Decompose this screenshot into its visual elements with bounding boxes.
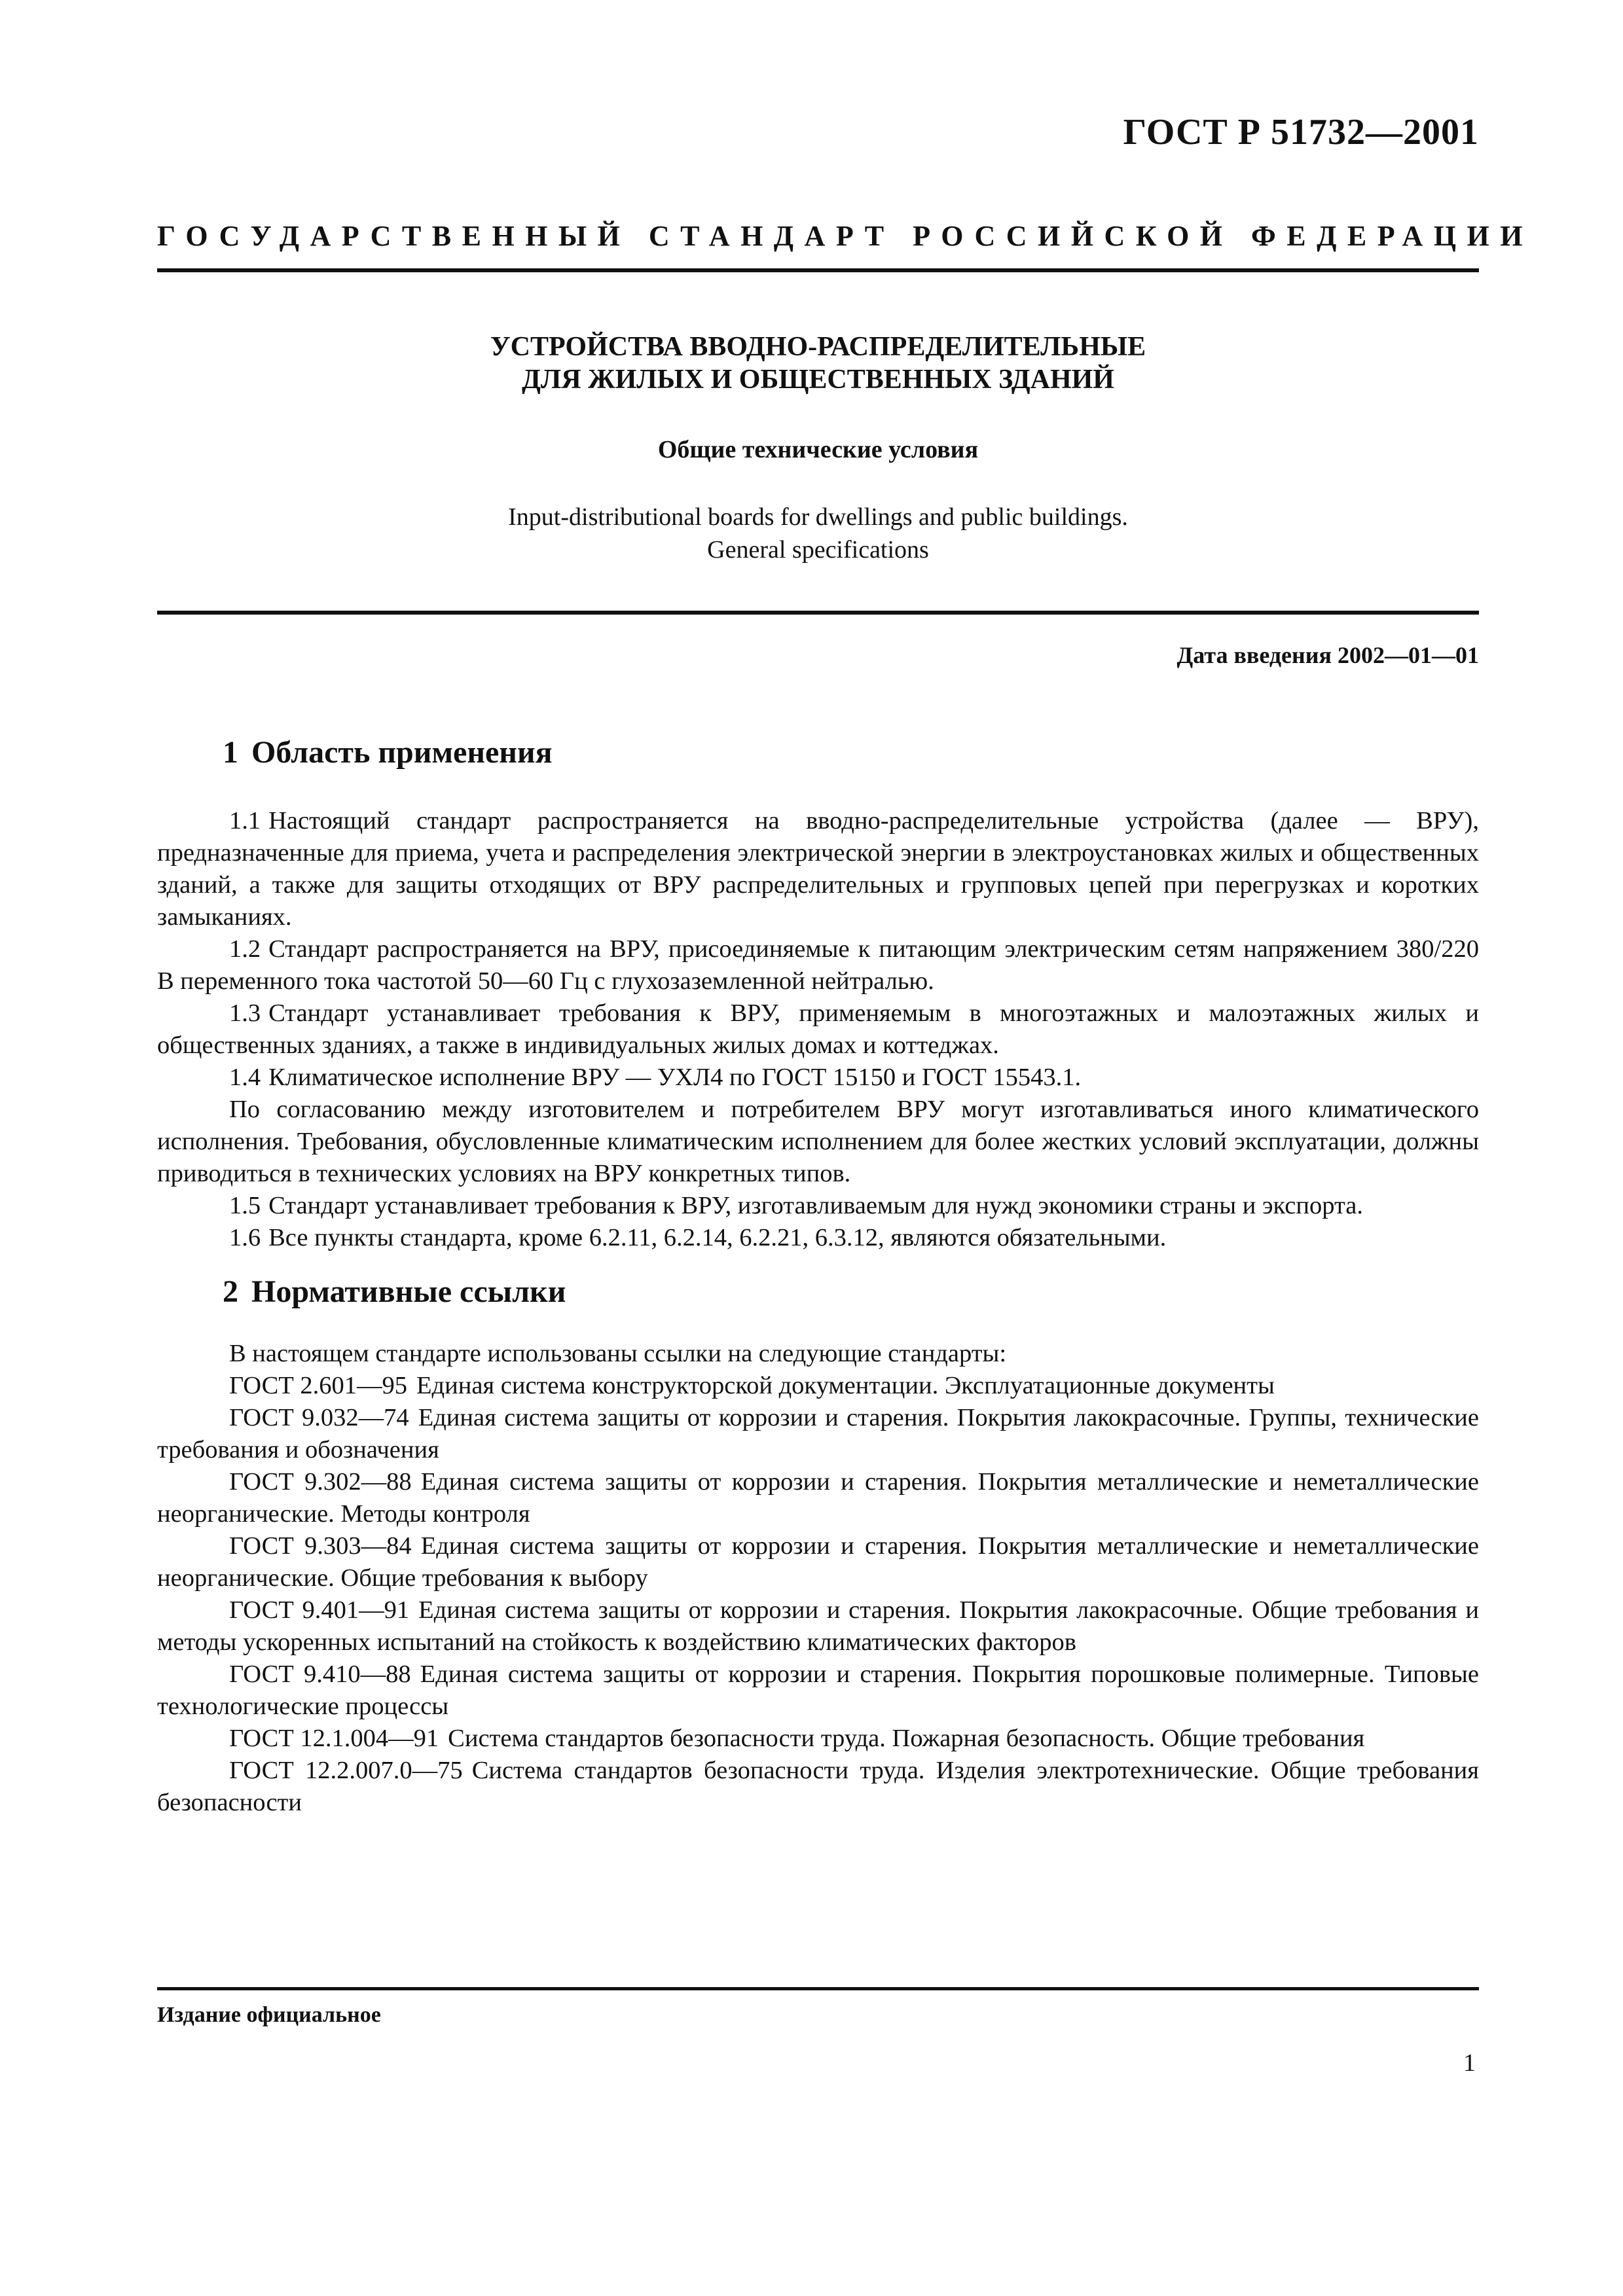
- clause-number: 1.5: [229, 1192, 261, 1219]
- section-title: Нормативные ссылки: [251, 1274, 566, 1309]
- title-divider: [157, 611, 1479, 615]
- reference-item: [157, 1530, 1479, 1594]
- page-number: 1: [1463, 2049, 1476, 2077]
- clause-text: Настоящий стандарт распространяется на вводно-распределительные устройства (далее — ВРУ), предназначенные для приема, учета и распределения электрической энергии в электроустановках жилых и общественных зданий, а также для защиты отходящих от ВРУ распределительных и групповых цепей при перегрузках и коротких замыканиях.: [157, 807, 1479, 931]
- reference-code: ГОСТ 9.302—88: [229, 1468, 412, 1496]
- reference-code: ГОСТ 12.1.004—91: [229, 1725, 439, 1752]
- reference-item: [157, 1723, 1479, 1755]
- reference-text: Система стандартов безопасности труда. Пожарная безопасность. Общие требования: [448, 1725, 1365, 1752]
- standard-title: [157, 331, 1479, 396]
- clause-1-3: [157, 997, 1479, 1062]
- clause-1-1: [157, 805, 1479, 933]
- reference-item: [157, 1659, 1479, 1723]
- clause-number: 1.4: [229, 1064, 261, 1091]
- reference-code: ГОСТ 9.032—74: [229, 1404, 409, 1431]
- clause-1-5: [157, 1190, 1479, 1222]
- official-edition-label: Издание официальное: [157, 2003, 381, 2027]
- reference-code: ГОСТ 9.303—84: [229, 1532, 412, 1560]
- document-number: ГОСТ Р 51732—2001: [1123, 112, 1479, 152]
- section-number: 1: [223, 735, 238, 770]
- reference-item: [157, 1466, 1479, 1530]
- reference-item: [157, 1370, 1479, 1402]
- clause-text: Стандарт устанавливает требования к ВРУ, изготавливаемым для нужд экономики страны и экспорта.: [268, 1192, 1363, 1219]
- reference-item: [157, 1402, 1479, 1466]
- document-body: [157, 733, 1479, 1819]
- reference-code: ГОСТ 2.601—95: [229, 1372, 408, 1399]
- clause-text: Стандарт устанавливает требования к ВРУ, применяемым в многоэтажных и малоэтажных жилых и общественных зданиях, а также в индивидуальных жилых домах и коттеджах.: [157, 999, 1479, 1059]
- reference-text: Единая система защиты от коррозии и старения. Покрытия металлические и неметаллические неорганические. Методы контроля: [157, 1468, 1479, 1528]
- clause-number: 1.2: [229, 935, 261, 963]
- reference-item: [157, 1594, 1479, 1659]
- clause-text: Все пункты стандарта, кроме 6.2.11, 6.2.14, 6.2.21, 6.3.12, являются обязательными.: [268, 1224, 1167, 1251]
- reference-text: Единая система защиты от коррозии и старения. Покрытия порошковые полимерные. Типовые технологические процессы: [157, 1660, 1479, 1720]
- english-title-line-1: Input-distributional boards for dwellings and public buildings.: [508, 503, 1128, 531]
- reference-text: Единая система защиты от коррозии и старения. Покрытия лакокрасочные. Группы, технические требования и обозначения: [157, 1404, 1479, 1463]
- clause-1-6: [157, 1222, 1479, 1254]
- section-title: Область применения: [251, 735, 553, 770]
- clause-1-4: [157, 1062, 1479, 1094]
- top-divider: [157, 268, 1479, 272]
- standard-title-line-1: УСТРОЙСТВА ВВОДНО-РАСПРЕДЕЛИТЕЛЬНЫЕ: [490, 332, 1146, 362]
- references-intro: В настоящем стандарте использованы ссылки на следующие стандарты:: [229, 1340, 1007, 1367]
- reference-text: Единая система защиты от коррозии и старения. Покрытия лакокрасочные. Общие требования и методы ускоренных испытаний на стойкость к воздействию климатических факторов: [157, 1596, 1479, 1656]
- reference-text: Система стандартов безопасности труда. Изделия электротехнические. Общие требования безопасности: [157, 1757, 1479, 1816]
- english-title: [157, 501, 1479, 566]
- state-standard-title: ГОСУДАРСТВЕННЫЙ СТАНДАРТ РОССИЙСКОЙ ФЕДЕРАЦИИ: [157, 220, 1533, 252]
- clause-text: По согласованию между изготовителем и потребителем ВРУ могут изготавливаться иного климатического исполнения. Требования, обусловленные климатическим исполнением для более жестких условий эксплуатации, должны приводиться в технических условиях на ВРУ конкретных типов.: [157, 1096, 1479, 1187]
- reference-code: ГОСТ 9.410—88: [229, 1660, 411, 1688]
- section-heading-scope: [157, 733, 1479, 772]
- introduction-date: Дата введения 2002—01—01: [1176, 642, 1479, 668]
- reference-item: [157, 1755, 1479, 1819]
- section-heading-references: [157, 1272, 1479, 1312]
- clause-1-4-note: [157, 1094, 1479, 1190]
- reference-text: Единая система конструкторской документации. Эксплуатационные документы: [416, 1372, 1275, 1399]
- standard-title-line-2: ДЛЯ ЖИЛЫХ И ОБЩЕСТВЕННЫХ ЗДАНИЙ: [522, 365, 1114, 395]
- standard-subtitle: Общие технические условия: [657, 436, 979, 463]
- clause-1-2: [157, 933, 1479, 997]
- clause-number: 1.3: [229, 999, 261, 1027]
- clause-number: 1.1: [229, 807, 261, 834]
- footer-divider: [157, 1987, 1479, 1990]
- clause-text: Стандарт распространяется на ВРУ, присоединяемые к питающим электрическим сетям напряжением 380/220 В переменного тока частотой 50—60 Гц с глухозаземленной нейтралью.: [157, 935, 1479, 995]
- reference-code: ГОСТ 9.401—91: [229, 1596, 410, 1624]
- reference-code: ГОСТ 12.2.007.0—75: [229, 1757, 463, 1784]
- clause-number: 1.6: [229, 1224, 261, 1251]
- clause-text: Климатическое исполнение ВРУ — УХЛ4 по ГОСТ 15150 и ГОСТ 15543.1.: [268, 1064, 1082, 1091]
- reference-text: Единая система защиты от коррозии и старения. Покрытия металлические и неметаллические неорганические. Общие требования к выбору: [157, 1532, 1479, 1592]
- english-title-line-2: General specifications: [707, 536, 929, 564]
- section-number: 2: [223, 1274, 238, 1309]
